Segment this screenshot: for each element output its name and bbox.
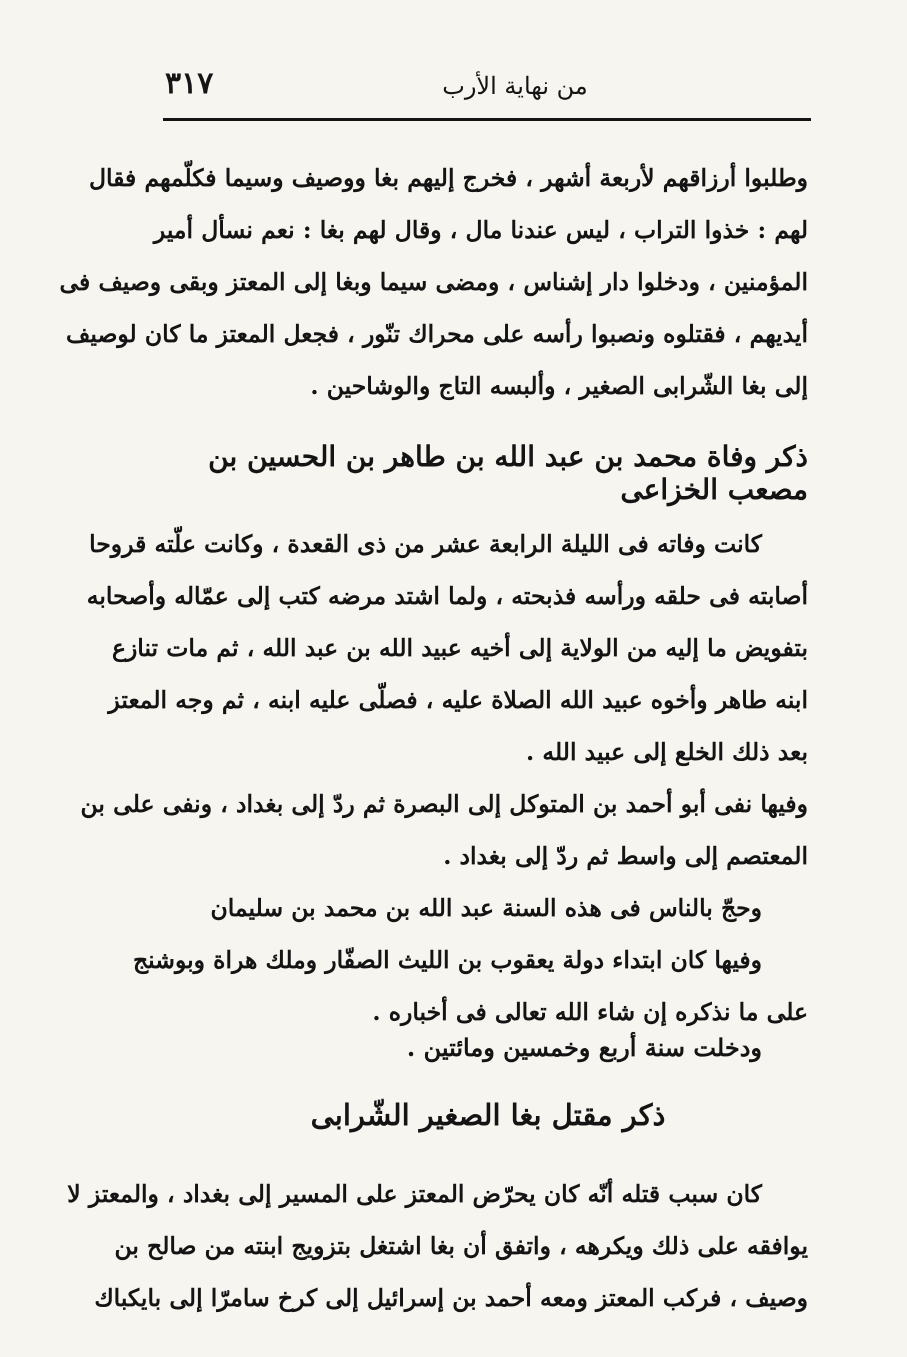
header-rule (163, 118, 811, 121)
text-line: إلى بغا الشّرابى الصغير ، وألبسه التاج والوشاحين . (310, 372, 808, 400)
text-line: المعتصم إلى واسط ثم ردّ إلى بغداد . (443, 842, 808, 870)
text-line: ابنه طاهر وأخوه عبيد الله الصلاة عليه ، فصلّى عليه ابنه ، ثم وجه المعتز (108, 686, 808, 714)
text-line: أصابته فى حلقه ورأسه فذبحته ، ولما اشتد مرضه كتب إلى عمّاله وأصحابه (86, 582, 808, 610)
text-line: كان سبب قتله أنّه كان يحرّض المعتز على المسير إلى بغداد ، والمعتز لا (67, 1180, 762, 1208)
running-title: من نهاية الأرب (442, 72, 588, 100)
text-line: يوافقه على ذلك ويكرهه ، واتفق أن بغا اشتغل بتزويج ابنته من صالح بن (114, 1232, 808, 1260)
text-line: بتفويض ما إليه من الولاية إلى أخيه عبيد الله بن عبد الله ، ثم مات تنازع (111, 634, 808, 662)
text-line: المؤمنين ، ودخلوا دار إشناس ، ومضى سيما وبغا إلى المعتز وبقى وصيف فى (59, 268, 808, 296)
text-line: لهم : خذوا التراب ، ليس عندنا مال ، وقال لهم بغا : نعم نسأل أمير (153, 216, 808, 244)
paragraph-block-4 (67, 1168, 808, 1324)
paragraph-block-2 (80, 518, 808, 1038)
text-line: وفيها كان ابتداء دولة يعقوب بن الليث الصفّار وملك هراة وبوشنج (133, 946, 762, 974)
page-number: ٣١٧ (165, 66, 214, 101)
text-line: بعد ذلك الخلع إلى عبيد الله . (526, 738, 808, 766)
text-line: على ما نذكره إن شاء الله تعالى فى أخباره . (372, 998, 808, 1026)
paragraph-block-1 (59, 152, 808, 412)
text-line: وطلبوا أرزاقهم لأربعة أشهر ، فخرج إليهم بغا ووصيف وسيما فكلّمهم فقال (88, 164, 808, 192)
text-line: وحجّ بالناس فى هذه السنة عبد الله بن محمد بن سليمان (210, 894, 762, 922)
paragraph-block-3 (168, 1022, 808, 1074)
section-heading-killing-of-bugha: ذكر مقتل بغا الصغير الشّرابى (310, 1098, 666, 1132)
text-line: أيديهم ، فقتلوه ونصبوا رأسه على محراك تنّور ، فجعل المعتز ما كان لوصيف (66, 320, 808, 348)
text-line: كانت وفاته فى الليلة الرابعة عشر من ذى القعدة ، وكانت علّته قروحا (89, 530, 762, 558)
text-line: وفيها نفى أبو أحمد بن المتوكل إلى البصرة ثم ردّ إلى بغداد ، ونفى على بن (80, 790, 808, 818)
text-line: وصيف ، فركب المعتز ومعه أحمد بن إسرائيل إلى كرخ سامرّا إلى بايكباك (94, 1284, 808, 1312)
section-heading-death-of-muhammad: ذكر وفاة محمد بن عبد الله بن طاهر بن الحسين بن مصعب الخزاعى (208, 440, 808, 506)
page-header (165, 60, 810, 110)
text-line: ودخلت سنة أربع وخمسين ومائتين . (406, 1033, 762, 1062)
